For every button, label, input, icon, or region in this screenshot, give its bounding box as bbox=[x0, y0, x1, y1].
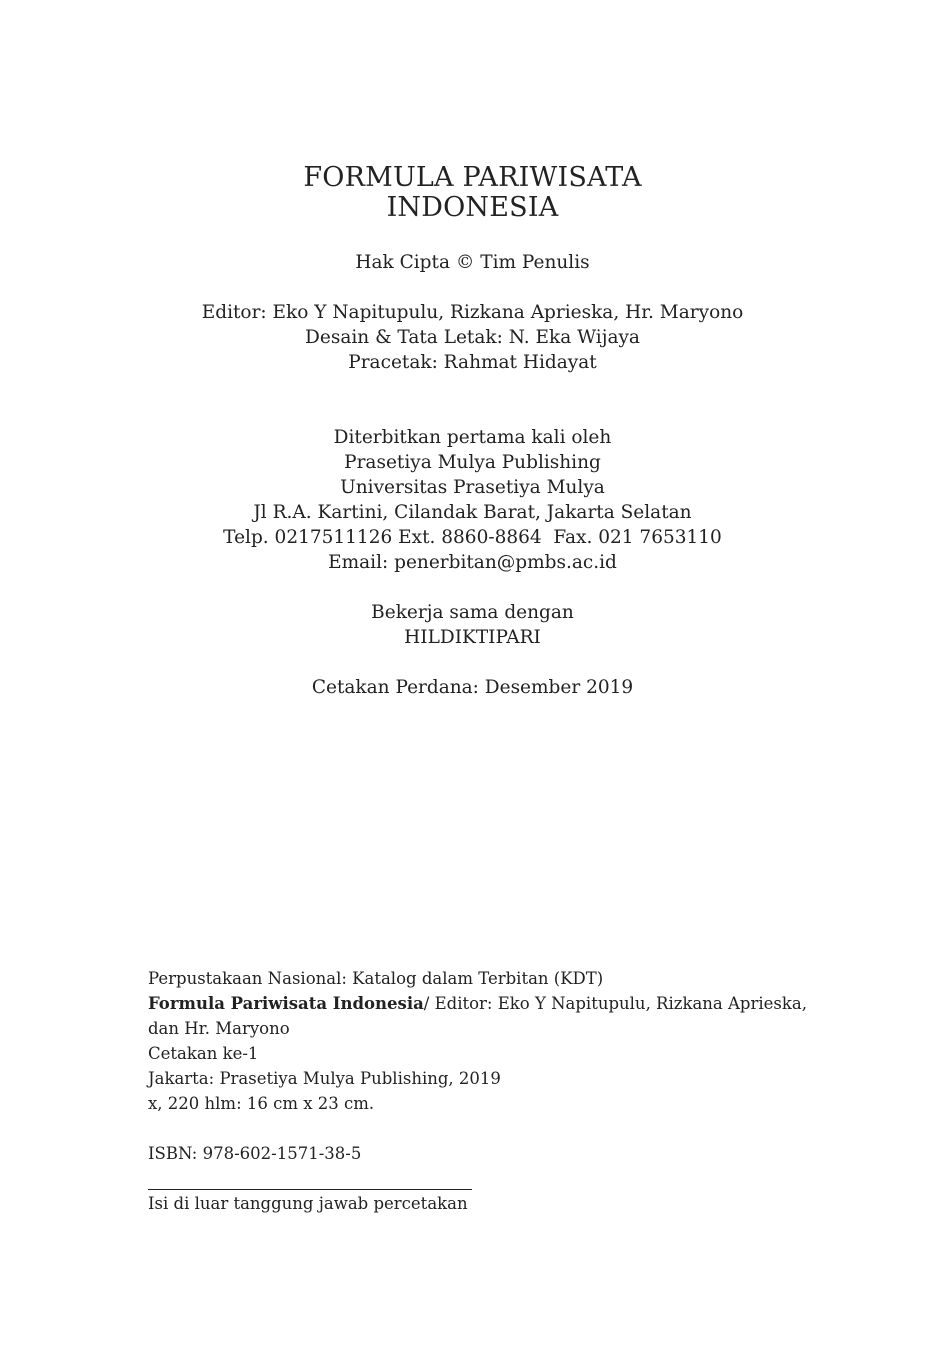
divider-rule bbox=[148, 1189, 472, 1190]
publisher-address: Jl R.A. Kartini, Cilandak Barat, Jakarta Selatan bbox=[253, 502, 692, 523]
publisher-name: Prasetiya Mulya Publishing bbox=[344, 452, 601, 473]
catalog-editor-line: / Editor: Eko Y Napitupulu, Rizkana Aprieska, bbox=[423, 994, 807, 1013]
catalog-place-publisher: Jakarta: Prasetiya Mulya Publishing, 2019 bbox=[148, 1069, 501, 1088]
catalog-spacer bbox=[148, 1116, 788, 1141]
prepress-credit: Pracetak: Rahmat Hidayat bbox=[348, 352, 597, 373]
publisher-intro: Diterbitkan pertama kali oleh bbox=[333, 427, 612, 448]
design-credit: Desain & Tata Letak: N. Eka Wijaya bbox=[305, 327, 640, 348]
catalog-book-title: Formula Pariwisata Indonesia bbox=[148, 994, 424, 1013]
publisher-block bbox=[0, 425, 945, 575]
book-title-line-1: FORMULA PARIWISATA bbox=[303, 162, 642, 193]
catalog-printing: Cetakan ke-1 bbox=[148, 1044, 259, 1063]
catalog-isbn: ISBN: 978-602-1571-38-5 bbox=[148, 1144, 362, 1163]
credits-block bbox=[0, 300, 945, 375]
catalog-physical: x, 220 hlm: 16 cm x 23 cm. bbox=[148, 1094, 375, 1113]
publisher-university: Universitas Prasetiya Mulya bbox=[340, 477, 605, 498]
catalog-heading: Perpustakaan Nasional: Katalog dalam Terbitan (KDT) bbox=[148, 969, 604, 988]
edition-block bbox=[0, 675, 945, 700]
disclaimer: Isi di luar tanggung jawab percetakan bbox=[148, 1194, 468, 1213]
copyright-text: Hak Cipta © Tim Penulis bbox=[355, 252, 590, 273]
editor-credit: Editor: Eko Y Napitupulu, Rizkana Aprieska, Hr. Maryono bbox=[201, 302, 744, 323]
catalog-block bbox=[148, 966, 807, 1166]
catalog-editor-line-2: dan Hr. Maryono bbox=[148, 1019, 290, 1038]
book-title bbox=[0, 163, 945, 223]
publisher-email: Email: penerbitan@pmbs.ac.id bbox=[328, 552, 617, 573]
catalog-title-line bbox=[148, 991, 807, 1016]
collaboration-block bbox=[0, 600, 945, 650]
collaboration-intro: Bekerja sama dengan bbox=[371, 602, 574, 623]
copyright-notice bbox=[0, 250, 945, 275]
collaboration-partner: HILDIKTIPARI bbox=[404, 627, 541, 648]
book-title-line-2: INDONESIA bbox=[386, 192, 559, 223]
publisher-phone: Telp. 0217511126 Ext. 8860-8864 Fax. 021 7653110 bbox=[223, 527, 722, 548]
edition-text: Cetakan Perdana: Desember 2019 bbox=[311, 677, 634, 698]
